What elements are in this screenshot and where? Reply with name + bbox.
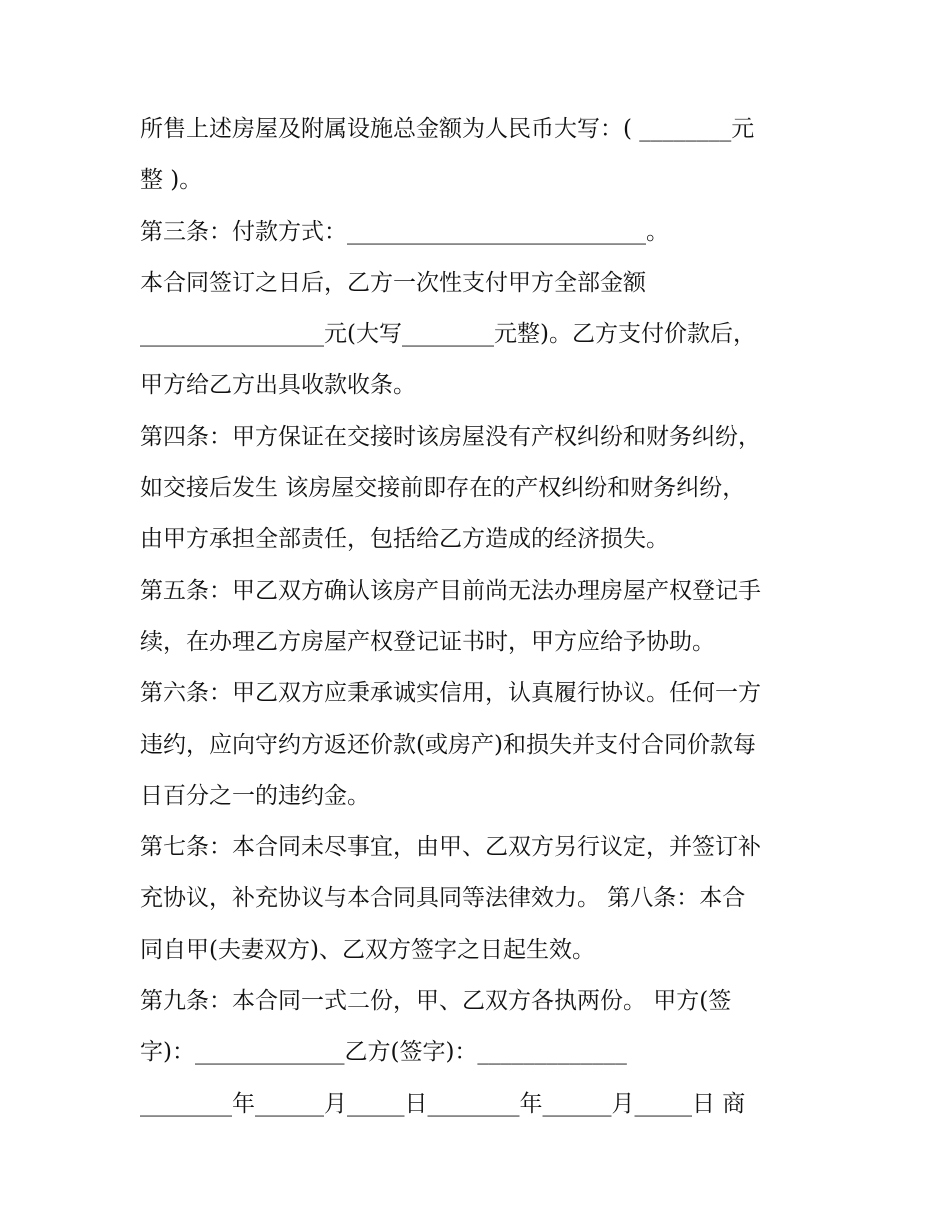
text-line-17: 同自甲(夫妻双方)、乙双方签字之日起生效。	[140, 936, 595, 963]
text-line-14: 日百分之一的违约金。	[140, 782, 370, 809]
text-line-9: 由甲方承担全部责任，包括给乙方造成的经济损失。	[140, 526, 669, 553]
text-line-6: 甲方给乙方出具收款收条。	[140, 372, 416, 399]
text-line-20: ________年______月_____日________年______月_____日 商	[140, 1090, 746, 1117]
text-line-11: 续，在办理乙方房屋产权登记证书时，甲方应给予协助。	[140, 628, 715, 655]
text-line-3: 第三条：付款方式：__________________________。	[140, 218, 669, 245]
text-line-1: 所售上述房屋及附属设施总金额为人民币大写：( ________元	[140, 116, 755, 142]
text-line-8: 如交接后发生 该房屋交接前即存在的产权纠纷和财务纠纷，	[140, 475, 746, 502]
text-line-4: 本合同签订之日后，乙方一次性支付甲方全部金额	[140, 269, 646, 296]
text-line-7: 第四条：甲方保证在交接时该房屋没有产权纠纷和财务纠纷，	[140, 423, 761, 450]
text-line-18: 第九条：本合同一式二份，甲、乙双方各执两份。 甲方(签	[140, 988, 732, 1015]
text-line-12: 第六条：甲乙双方应秉承诚实信用，认真履行协议。任何一方	[140, 680, 761, 707]
text-line-16: 充协议，补充协议与本合同具同等法律效力。 第八条：本合	[140, 885, 746, 912]
text-line-15: 第七条：本合同未尽事宜，由甲、乙双方另行议定，并签订补	[140, 834, 761, 861]
text-line-13: 违约，应向守约方返还价款(或房产)和损失并支付合同价款每	[140, 731, 756, 758]
contract-body	[140, 104, 820, 1130]
text-line-19: 字)：_____________乙方(签字)：_____________	[140, 1039, 627, 1066]
text-line-2: 整 )。	[140, 167, 203, 194]
text-line-10: 第五条：甲乙双方确认该房产目前尚无法办理房屋产权登记手	[140, 577, 761, 604]
text-line-5: ________________元(大写________元整)。乙方支付价款后，	[140, 321, 756, 348]
